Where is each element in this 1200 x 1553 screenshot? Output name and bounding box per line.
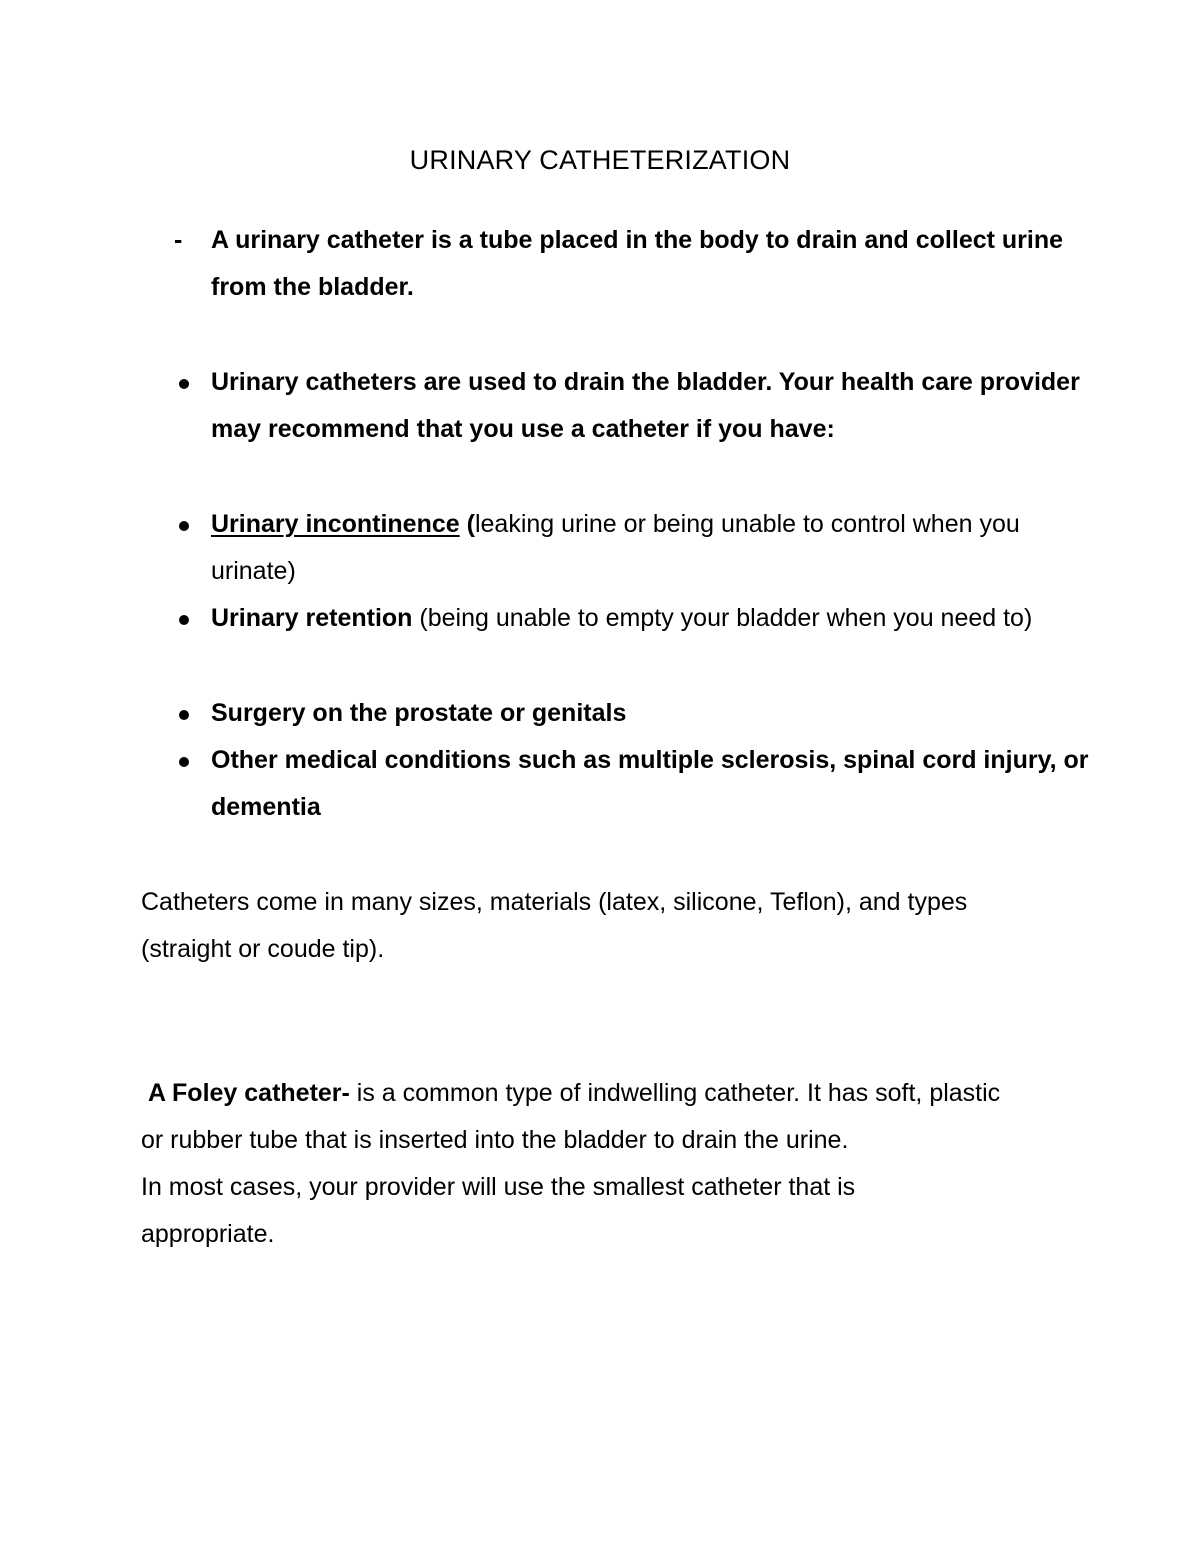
bullet-icon [179,615,189,625]
condition-term: Urinary incontinence [211,510,460,538]
foley-paragraph [141,1070,1021,1164]
foley-lead: A Foley catheter- [147,1079,350,1107]
condition-item [211,595,1091,642]
bullet-icon [179,379,189,389]
condition-term: Urinary retention [211,604,413,632]
bullet-icon [179,757,189,767]
condition-description: leaking urine or being unable to control when you urinate) [211,510,1020,585]
bullet-icon [179,521,189,531]
condition-description: (being unable to empty your bladder when you need to) [412,604,1033,632]
condition-item: Other medical conditions such as multiple sclerosis, spinal cord injury, or dementia [211,746,1089,821]
condition-paren: ( [459,510,475,538]
bullet-icon [179,710,189,720]
dash-item-text: A urinary catheter is a tube placed in the body to drain and collect urine from the bladder. [211,226,1064,301]
condition-item [211,501,1091,595]
catheter-types-paragraph: Catheters come in many sizes, materials (latex, silicone, Teflon), and types (straight or coude tip). [141,888,968,963]
intro-bullet-text: Urinary catheters are used to drain the bladder. Your health care provider may recommend that you use a catheter if you have: [211,368,1080,443]
document-title: URINARY CATHETERIZATION [409,145,791,175]
foley-text: is a common type of indwelling catheter. It has soft, plastic or rubber tube that is inserted into the bladder to drain the urine. [141,1079,1001,1154]
condition-item: Surgery on the prostate or genitals [211,699,627,727]
dash-marker: - [174,226,183,254]
foley-paragraph-continued: In most cases, your provider will use the smallest catheter that is appropriate. [141,1173,856,1248]
